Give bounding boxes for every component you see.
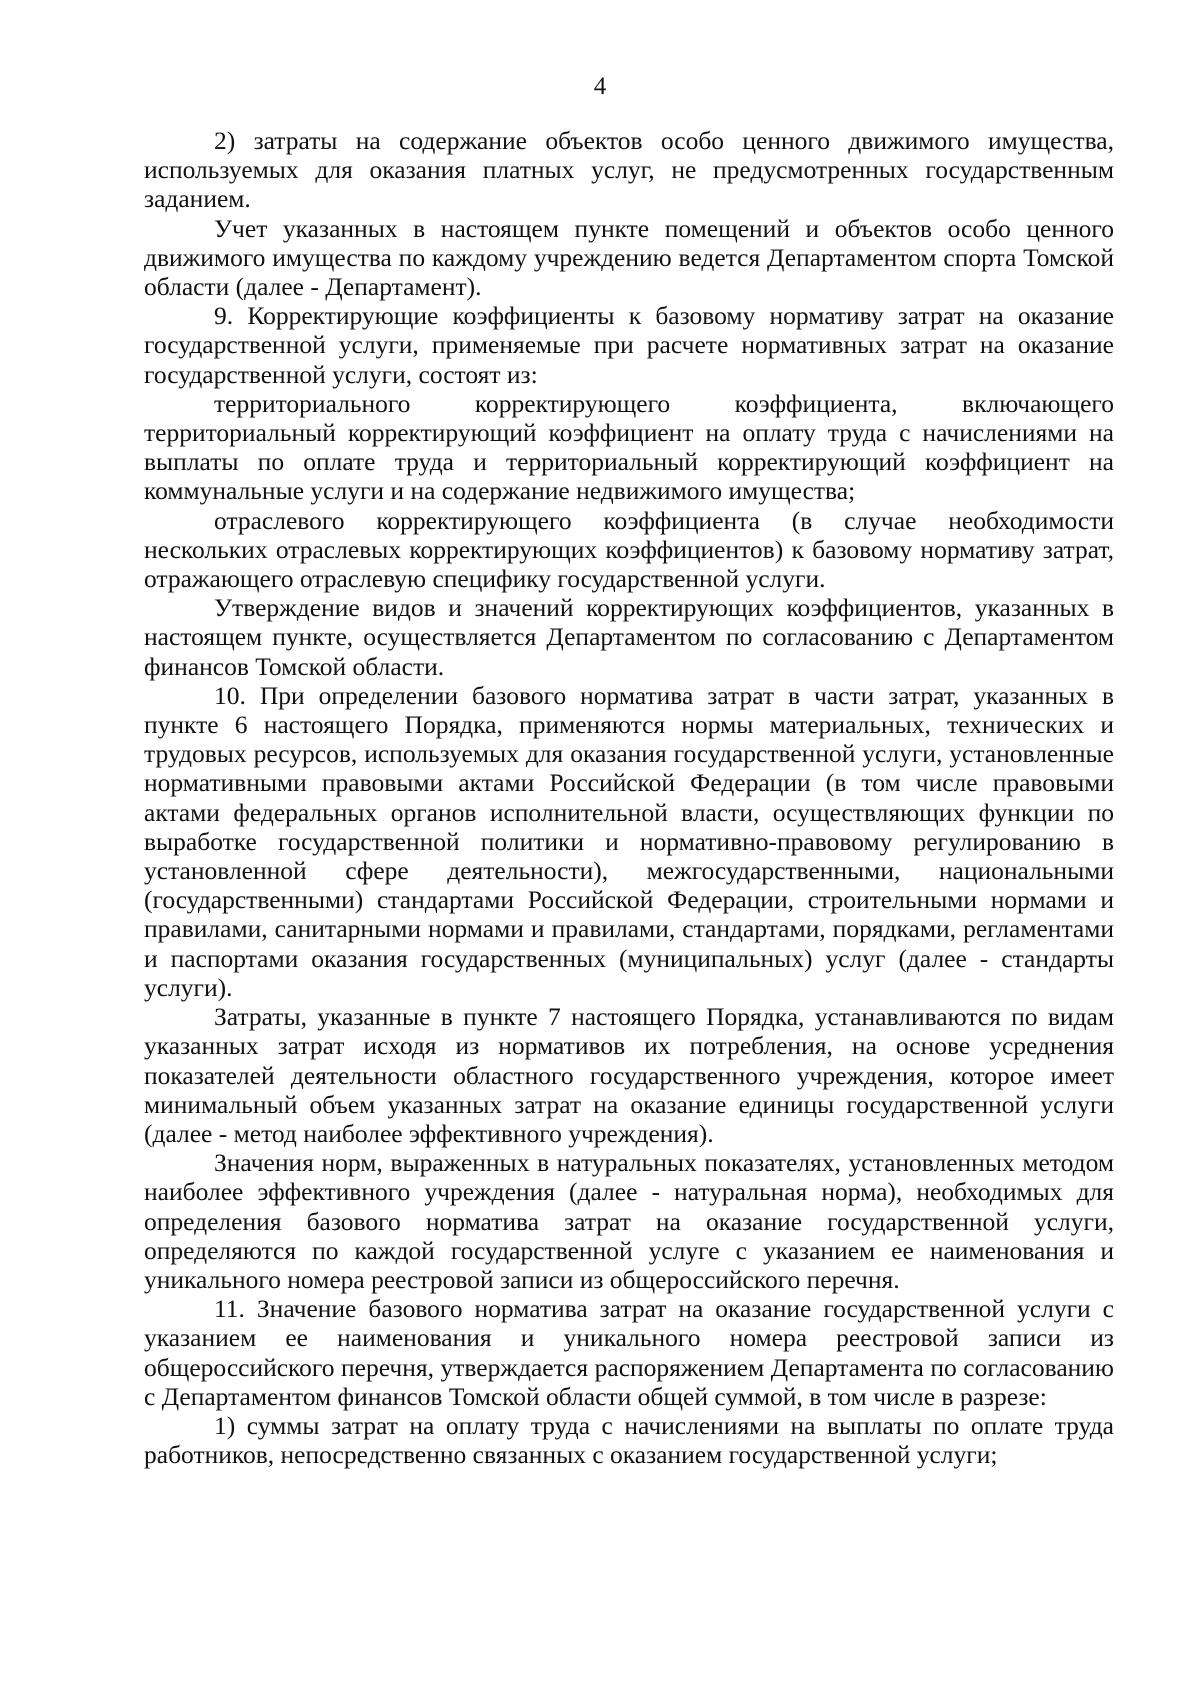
paragraph-territorial-coefficient: территориального корректирующего коэффициента, включающего территориальный корректирующий коэффициент на оплату труда с начислениями на выплаты по оплате труда и территориальный корректирующий коэффициент на коммунальные услуги и на содержание недвижимого имущества;: [144, 388, 1114, 506]
paragraph-item-1: 1) суммы затрат на оплату труда с начислениями на выплаты по оплате труда работников, непосредственно связанных с оказанием государственной услуги;: [144, 1410, 1114, 1470]
paragraph-costs-point-7: Затраты, указанные в пункте 7 настоящего Порядка, устанавливаются по видам указанных затрат исходя из нормативов их потребления, на основе усреднения показателей деятельности областного государственного учреждения, которое имеет минимальный объем указанных затрат на оказание единицы государственной услуги (далее - метод наиболее эффективного учреждения).: [144, 1002, 1114, 1148]
paragraph-9: 9. Корректирующие коэффициенты к базовому нормативу затрат на оказание государственной услуги, применяемые при расчете нормативных затрат на оказание государственной услуги, состоят из:: [144, 301, 1114, 389]
paragraph-coefficient-approval: Утверждение видов и значений корректирующих коэффициентов, указанных в настоящем пункте, осуществляется Департаментом по согласованию с Департаментом финансов Томской области.: [144, 593, 1114, 681]
document-body: [144, 126, 1114, 1469]
paragraph-industry-coefficient: отраслевого корректирующего коэффициента (в случае необходимости нескольких отраслевых корректирующих коэффициентов) к базовому нормативу затрат, отражающего отраслевую специфику государственной услуги.: [144, 505, 1114, 594]
paragraph-10: 10. При определении базового норматива затрат в части затрат, указанных в пункте 6 настоящего Порядка, применяются нормы материальных, технических и трудовых ресурсов, используемых для оказания государственной услуги, установленные нормативными правовыми актами Российской Федерации (в том числе правовыми актами федеральных органов исполнительной власти, осуществляющих функции по выработке государственной политики и нормативно-правовому регулированию в установленной сфере деятельности), межгосударственными, национальными (государственными) стандартами Российской Федерации, строительными нормами и правилами, санитарными нормами и правилами, стандартами, порядками, регламентами и паспортами оказания государственных (муниципальных) услуг (далее - стандарты услуги).: [144, 680, 1114, 1002]
paragraph-11: 11. Значение базового норматива затрат на оказание государственной услуги с указанием ее наименования и уникального номера реестровой записи из общероссийского перечня, утверждается распоряжением Департамента по согласованию с Департаментом финансов Томской области общей суммой, в том числе в разрезе:: [144, 1294, 1114, 1411]
paragraph-accounting: Учет указанных в настоящем пункте помещений и объектов особо ценного движимого имущества по каждому учреждению ведется Департаментом спорта Томской области (далее - Департамент).: [144, 213, 1114, 302]
paragraph-natural-norms: Значения норм, выраженных в натуральных показателях, установленных методом наиболее эффективного учреждения (далее - натуральная норма), необходимых для определения базового норматива затрат на оказание государственной услуги, определяются по каждой государственной услуге с указанием ее наименования и уникального номера реестровой записи из общероссийского перечня.: [144, 1148, 1114, 1294]
paragraph-item-2: 2) затраты на содержание объектов особо ценного движимого имущества, используемых для оказания платных услуг, не предусмотренных государственным заданием.: [144, 126, 1114, 214]
page-number: 4: [593, 73, 607, 100]
